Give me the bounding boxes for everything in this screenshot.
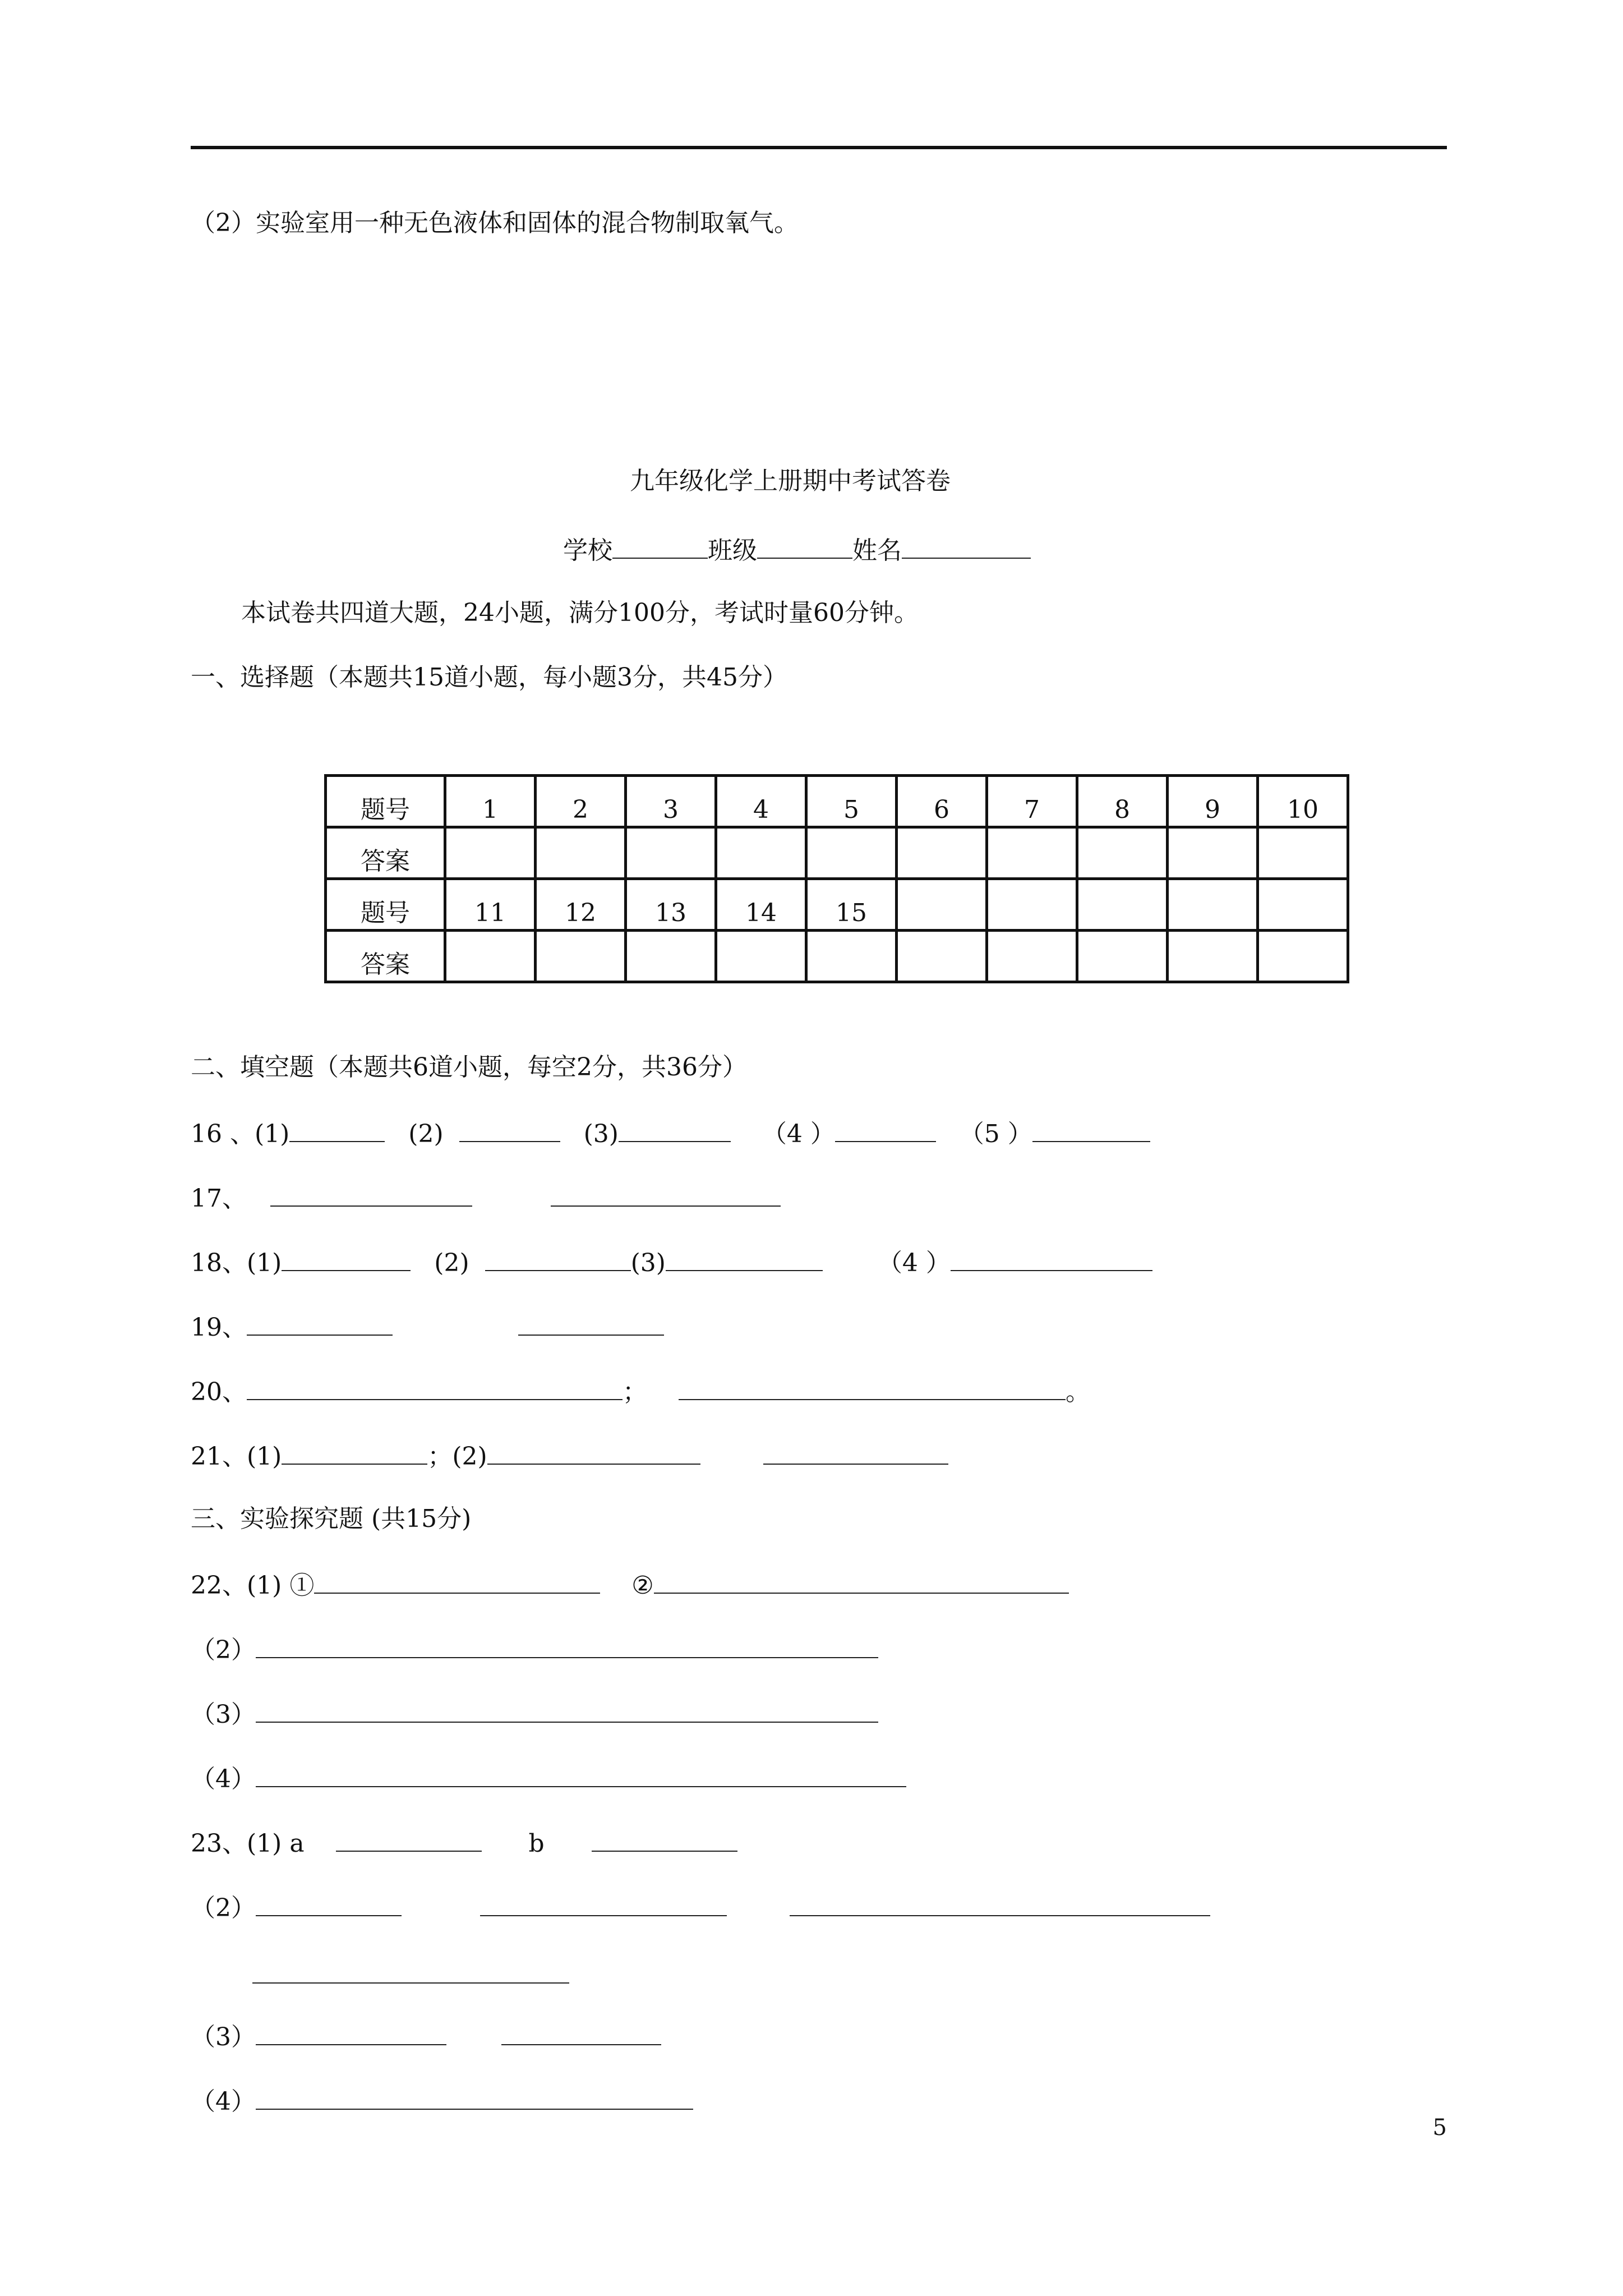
answer-blank[interactable] [256,1697,878,1723]
answer-blank[interactable] [551,1181,781,1207]
part-label: （5 ） [959,1120,1032,1148]
part-label: （4 ） [762,1120,835,1148]
table-cell: 11 [445,879,536,931]
part-label: (1) [247,1829,282,1858]
answer-table [324,774,1349,983]
table-cell: 9 [1168,776,1258,827]
answer-blank[interactable] [679,1374,1066,1400]
part-label: （4 ） [877,1249,951,1277]
answer-blank[interactable] [256,1632,878,1658]
name-field[interactable] [902,533,1031,559]
answer-cell[interactable] [716,827,806,879]
section-two-heading: 二、填空题（本题共6道小题，每空2分，共36分） [191,1053,747,1082]
part-label: (1) [254,1120,290,1148]
answer-cell[interactable] [626,827,716,879]
answer-blank[interactable] [256,2084,693,2110]
question-number: 17、 [191,1184,247,1213]
part-label: (1) [247,1442,282,1471]
question-number: 22、 [191,1571,247,1600]
answer-blank[interactable] [247,1374,623,1400]
answer-blank[interactable] [256,1761,906,1787]
answer-cell[interactable] [1258,827,1348,879]
separator: ； [427,1442,453,1471]
answer-blank[interactable] [951,1245,1152,1271]
table-row [326,827,1348,879]
answer-cell[interactable] [897,827,987,879]
table-cell: 6 [897,776,987,827]
answer-blank[interactable] [282,1439,427,1465]
answer-cell[interactable] [1168,827,1258,879]
answer-blank[interactable] [518,1310,664,1336]
question-22-part-4 [191,1761,906,1795]
answer-blank[interactable] [501,2019,661,2045]
answer-cell[interactable] [897,931,987,982]
question-17 [191,1181,781,1214]
answer-cell[interactable] [1258,931,1348,982]
row-label: 题号 [326,776,445,827]
question-number: 19、 [191,1313,247,1342]
name-label: 姓名 [852,536,902,565]
answer-blank[interactable] [480,1890,727,1916]
question-23-part-2 [191,1890,1210,1924]
answer-cell[interactable] [806,931,897,982]
answer-cell[interactable] [987,827,1077,879]
answer-cell[interactable] [445,931,536,982]
question-23 [191,1826,737,1860]
answer-blank[interactable] [790,1890,1210,1916]
page-number: 5 [1432,2115,1447,2141]
table-row [326,776,1348,827]
answer-cell[interactable] [1077,827,1168,879]
part-label: (3) [630,1249,666,1277]
circled-one: ① [289,1571,315,1600]
label-a: a [289,1829,305,1858]
table-cell: 1 [445,776,536,827]
part-label: （3） [191,2023,256,2051]
header-rule [191,146,1447,149]
separator: ； [623,1378,647,1406]
answer-cell[interactable] [806,827,897,879]
question-23-part-4 [191,2084,693,2118]
period: 。 [1065,1378,1090,1406]
question-number: 23、 [191,1829,247,1858]
part-label: (2) [408,1120,444,1148]
question-18 [191,1245,1152,1279]
table-cell: 15 [806,879,897,931]
answer-blank[interactable] [654,1568,1069,1594]
answer-cell[interactable] [536,827,626,879]
answer-blank[interactable] [314,1568,600,1594]
question-number: 21、 [191,1442,247,1471]
part-label: （4） [191,2087,256,2116]
previous-question-text: （2）实验室用一种无色液体和固体的混合物制取氧气。 [191,209,799,237]
question-number: 20、 [191,1378,247,1406]
class-field[interactable] [757,533,852,559]
answer-blank[interactable] [459,1116,560,1142]
answer-blank[interactable] [666,1245,823,1271]
part-label: （3） [191,1700,256,1729]
answer-blank[interactable] [592,1826,737,1852]
table-cell: 10 [1258,776,1348,827]
answer-cell[interactable] [445,827,536,879]
answer-cell[interactable] [626,931,716,982]
row-label: 答案 [326,931,445,982]
table-cell [897,879,987,931]
answer-blank[interactable] [835,1116,936,1142]
student-info-line [563,533,1031,567]
circled-two: ② [631,1571,654,1600]
answer-cell[interactable] [1168,931,1258,982]
table-cell: 7 [987,776,1077,827]
answer-blank[interactable] [247,1310,393,1336]
table-row [326,931,1348,982]
answer-blank[interactable] [252,1958,569,1984]
question-number: 16 、 [191,1120,255,1148]
school-field[interactable] [612,533,708,559]
answer-cell[interactable] [536,931,626,982]
class-label: 班级 [708,536,757,565]
question-19 [191,1310,664,1343]
part-label: （2） [191,1894,256,1922]
table-cell: 13 [626,879,716,931]
part-label: （2） [191,1636,256,1664]
exam-intro: 本试卷共四道大题，24小题，满分100分，考试时量60分钟。 [241,599,919,627]
question-21 [191,1439,948,1473]
table-cell [1077,879,1168,931]
table-cell: 4 [716,776,806,827]
answer-blank[interactable] [763,1439,948,1465]
answer-blank[interactable] [282,1245,411,1271]
answer-blank[interactable] [487,1439,700,1465]
table-cell: 14 [716,879,806,931]
question-22-part-3 [191,1697,878,1731]
part-label: （4） [191,1765,256,1793]
table-cell: 5 [806,776,897,827]
table-cell: 8 [1077,776,1168,827]
question-20 [191,1374,1090,1408]
answer-blank[interactable] [619,1116,731,1142]
question-22 [191,1568,1069,1602]
label-b: b [528,1829,545,1858]
answer-blank[interactable] [336,1826,482,1852]
part-label: (2) [434,1249,469,1277]
table-row [326,879,1348,931]
part-label: (1) [247,1249,282,1277]
row-label: 题号 [326,879,445,931]
answer-blank[interactable] [256,1890,402,1916]
page-title: 九年级化学上册期中考试答卷 [630,467,951,495]
answer-cell[interactable] [1077,931,1168,982]
answer-blank[interactable] [270,1181,472,1207]
question-23-part-2-continued [252,1958,569,1991]
part-label: (3) [583,1120,619,1148]
table-cell [1258,879,1348,931]
part-label: (1) [247,1571,282,1600]
table-cell [1168,879,1258,931]
table-cell [987,879,1077,931]
answer-cell[interactable] [716,931,806,982]
part-label: (2) [452,1442,487,1471]
question-22-part-2 [191,1632,878,1666]
answer-blank[interactable] [485,1245,631,1271]
question-number: 18、 [191,1249,247,1277]
answer-blank[interactable] [1032,1116,1150,1142]
table-cell: 3 [626,776,716,827]
row-label: 答案 [326,827,445,879]
section-three-heading: 三、实验探究题 (共15分) [191,1504,472,1533]
section-one-heading: 一、选择题（本题共15道小题，每小题3分，共45分） [191,663,787,692]
table-cell: 2 [536,776,626,827]
answer-blank[interactable] [256,2019,446,2045]
table-cell: 12 [536,879,626,931]
school-label: 学校 [563,536,612,565]
question-16 [191,1116,1150,1150]
answer-blank[interactable] [289,1116,385,1142]
question-23-part-3 [191,2019,661,2053]
answer-cell[interactable] [987,931,1077,982]
